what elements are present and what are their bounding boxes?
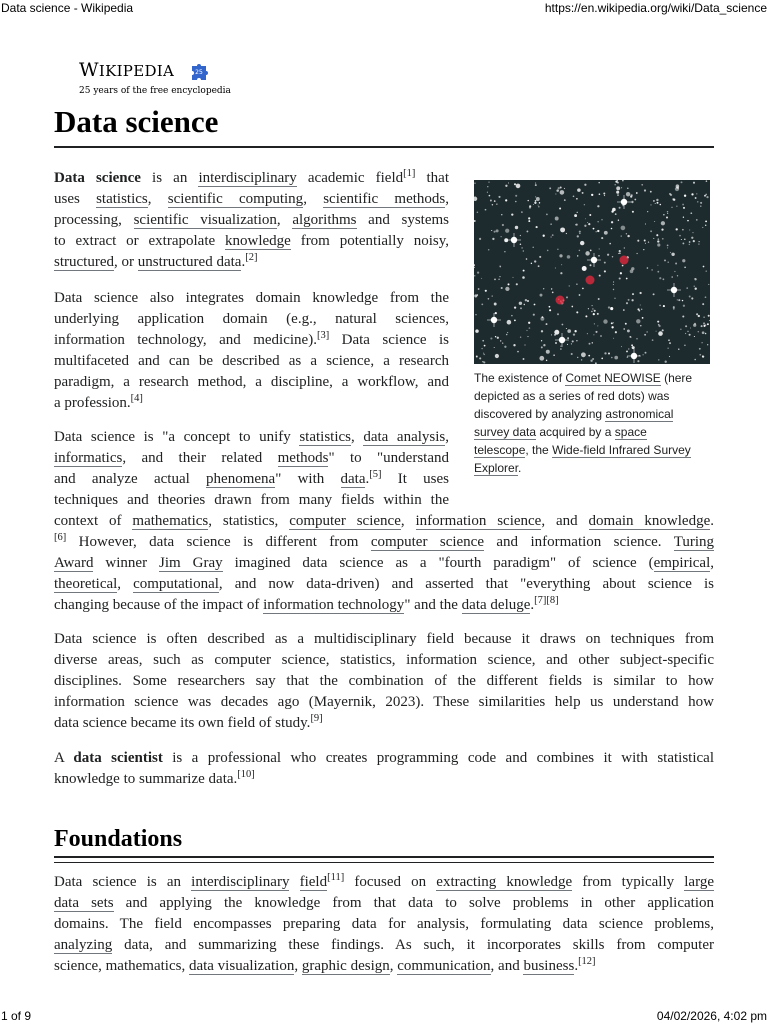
link-knowledge[interactable]: knowledge [225, 233, 291, 249]
print-footer [0, 1009, 768, 1025]
title-divider [54, 146, 714, 148]
link-information-technology[interactable]: information technology [263, 597, 405, 613]
citation-3[interactable]: [3] [316, 330, 330, 341]
puzzle-globe-icon [188, 60, 210, 82]
link-turing-award-1[interactable]: Turing [673, 534, 714, 550]
citation-12[interactable]: [12] [578, 956, 596, 967]
link-unstructured-data[interactable]: unstructured data [137, 254, 242, 270]
link-comet-neowise[interactable]: Comet NEOWISE [565, 371, 661, 385]
link-structured[interactable]: structured [54, 254, 114, 270]
link-interdisciplinary-2[interactable]: interdisciplinary [191, 874, 290, 890]
print-header-title: Data science - Wikipedia [1, 1, 134, 15]
foundations-paragraph: Data science is an interdisciplinary field[11] focused on extracting knowledge from typically large data sets and applying the knowledge from that data to solve problems in other application domains. The field encompasses preparing data for analysis, formulating data science problems, analyzing data, and summarizing these findings. As such, it incorporates skills from computer science, mathematics, data visualization, graphic design, communication, and business.[12] [54, 872, 714, 974]
citation-7[interactable]: [7] [534, 595, 547, 606]
citation-5[interactable]: [5] [369, 469, 382, 480]
link-jim-gray[interactable]: Jim Gray [159, 555, 223, 571]
link-data-visualization[interactable]: data visualization [188, 958, 295, 974]
intro-paragraph-3: Data science is "a concept to unify statistics, data analysis, informatics, and their related methods" to "understand and analyze actual phenomena" with data.[5] It uses techniques and theories drawn from many fields within the [54, 429, 449, 508]
link-communication[interactable]: communication [397, 958, 491, 974]
link-data[interactable]: data [340, 471, 366, 487]
infobox-figure [474, 180, 710, 477]
citation-11[interactable]: [11] [327, 872, 345, 883]
wikipedia-logo[interactable] [79, 58, 279, 100]
link-field[interactable]: field [299, 874, 328, 890]
link-interdisciplinary[interactable]: interdisciplinary [198, 170, 297, 186]
link-methods[interactable]: methods [277, 450, 329, 466]
wikipedia-wordmark: WIKIPEDIA [79, 59, 175, 81]
print-footer-page: 1 of 9 [1, 1009, 32, 1023]
link-domain-knowledge[interactable]: domain knowledge [588, 513, 711, 529]
intro-paragraph-4: Data science is often described as a multidisciplinary field because it draws on techniques from diverse areas, such as computer science, statistics, information science, and other subject-specific disciplines. Some researchers say that the combination of the different fields is similar to how information science was decades ago (Mayernik, 2023). These similarities help us understand how data science became its own field of study.[9] [54, 631, 714, 731]
citation-2[interactable]: [2] [245, 252, 258, 263]
link-analyzing[interactable]: analyzing [54, 937, 113, 953]
link-statistics[interactable]: statistics [96, 191, 148, 207]
citation-4[interactable]: [4] [130, 393, 143, 404]
link-survey-data[interactable]: survey data [474, 425, 537, 439]
link-graphic-design[interactable]: graphic design [301, 958, 390, 974]
citation-8[interactable]: [8] [546, 595, 559, 606]
link-mathematics[interactable]: mathematics [132, 513, 209, 529]
link-extracting-knowledge[interactable]: extracting knowledge [436, 874, 573, 890]
svg-text:25: 25 [195, 69, 203, 76]
citation-9[interactable]: [9] [310, 713, 323, 724]
link-scientific-methods[interactable]: scientific methods [323, 191, 446, 207]
section-heading-foundations: Foundations [54, 826, 183, 852]
intro-paragraph-5: A data scientist is a professional who creates programming code and combines it with statistical knowledge to summarize data.[10] [54, 750, 714, 787]
link-computer-science-2[interactable]: computer science [370, 534, 484, 550]
intro-paragraph-1: Data science is an interdisciplinary academic field[1] that uses statistics, scientific computing, scientific methods, processing, scientific visualization, algorithms and systems to extract or extrapolate knowledge from potentially noisy, structured, or unstructured data.[2] [54, 168, 450, 270]
link-information-science[interactable]: information science [415, 513, 542, 529]
link-statistics-2[interactable]: statistics [299, 429, 351, 445]
link-turing-award-2[interactable]: Award [54, 555, 94, 571]
intro-paragraph-3-continued: context of mathematics, statistics, computer science, information science, and domain knowledge. [6] However, data science is different from computer science and information science. Turing Award winner Jim Gray imagined data science as a "fourth paradigm" of science (empirical, theoretical, computational, and now data-driven) and asserted that "everything about science is changing because of the impact of information technology" and the data deluge.[7][8] [54, 513, 715, 613]
link-computer-science[interactable]: computer science [289, 513, 401, 529]
link-computational[interactable]: computational [133, 576, 219, 592]
link-business[interactable]: business [523, 958, 575, 974]
link-telescope[interactable]: telescope [474, 443, 526, 457]
link-empirical[interactable]: empirical [653, 555, 711, 571]
link-phenomena[interactable]: phenomena [206, 471, 276, 487]
section-divider [54, 856, 714, 858]
wikipedia-tagline: 25 years of the free encyclopedia [79, 86, 231, 96]
link-algorithms[interactable]: algorithms [292, 212, 357, 228]
link-data-analysis[interactable]: data analysis [363, 429, 446, 445]
citation-6[interactable]: [6] [54, 532, 67, 543]
link-space[interactable]: space [614, 425, 647, 439]
citation-10[interactable]: [10] [237, 769, 255, 780]
link-scientific-visualization[interactable]: scientific visualization [133, 212, 277, 228]
link-theoretical[interactable]: theoretical [54, 576, 118, 592]
link-informatics[interactable]: informatics [54, 450, 123, 466]
comet-neowise-image[interactable] [474, 180, 710, 364]
link-data-deluge[interactable]: data deluge [461, 597, 531, 613]
link-wise-2[interactable]: Explorer [474, 461, 519, 475]
intro-paragraph-2: Data science also integrates domain knowledge from the underlying application domain (e.g., natural sciences, information technology, and medicine).[3] Data science is multifaceted and can be described as a science, a research paradigm, a research method, a discipline, a workflow, and a profession.[4] [54, 290, 449, 411]
link-astronomical[interactable]: astronomical [605, 407, 674, 421]
link-large-data-sets-1[interactable]: large [684, 874, 714, 890]
link-large-data-sets-2[interactable]: data sets [54, 895, 114, 911]
print-header [0, 1, 768, 17]
page-title: Data science [54, 104, 219, 139]
print-header-url: https://en.wikipedia.org/wiki/Data_science [544, 1, 767, 15]
link-scientific-computing[interactable]: scientific computing [167, 191, 304, 207]
print-footer-date: 04/02/2026, 4:02 pm [656, 1009, 767, 1023]
link-wise-1[interactable]: Wide-field Infrared Survey [552, 443, 691, 457]
figure-caption: The existence of Comet NEOWISE (here depicted as a series of red dots) was discovered by analyzing astronomical survey data acquired by a space telescope, the Wide-field Infrared Survey Explorer. [474, 371, 693, 475]
section-divider-2 [54, 862, 714, 863]
citation-1[interactable]: [1] [403, 168, 416, 179]
